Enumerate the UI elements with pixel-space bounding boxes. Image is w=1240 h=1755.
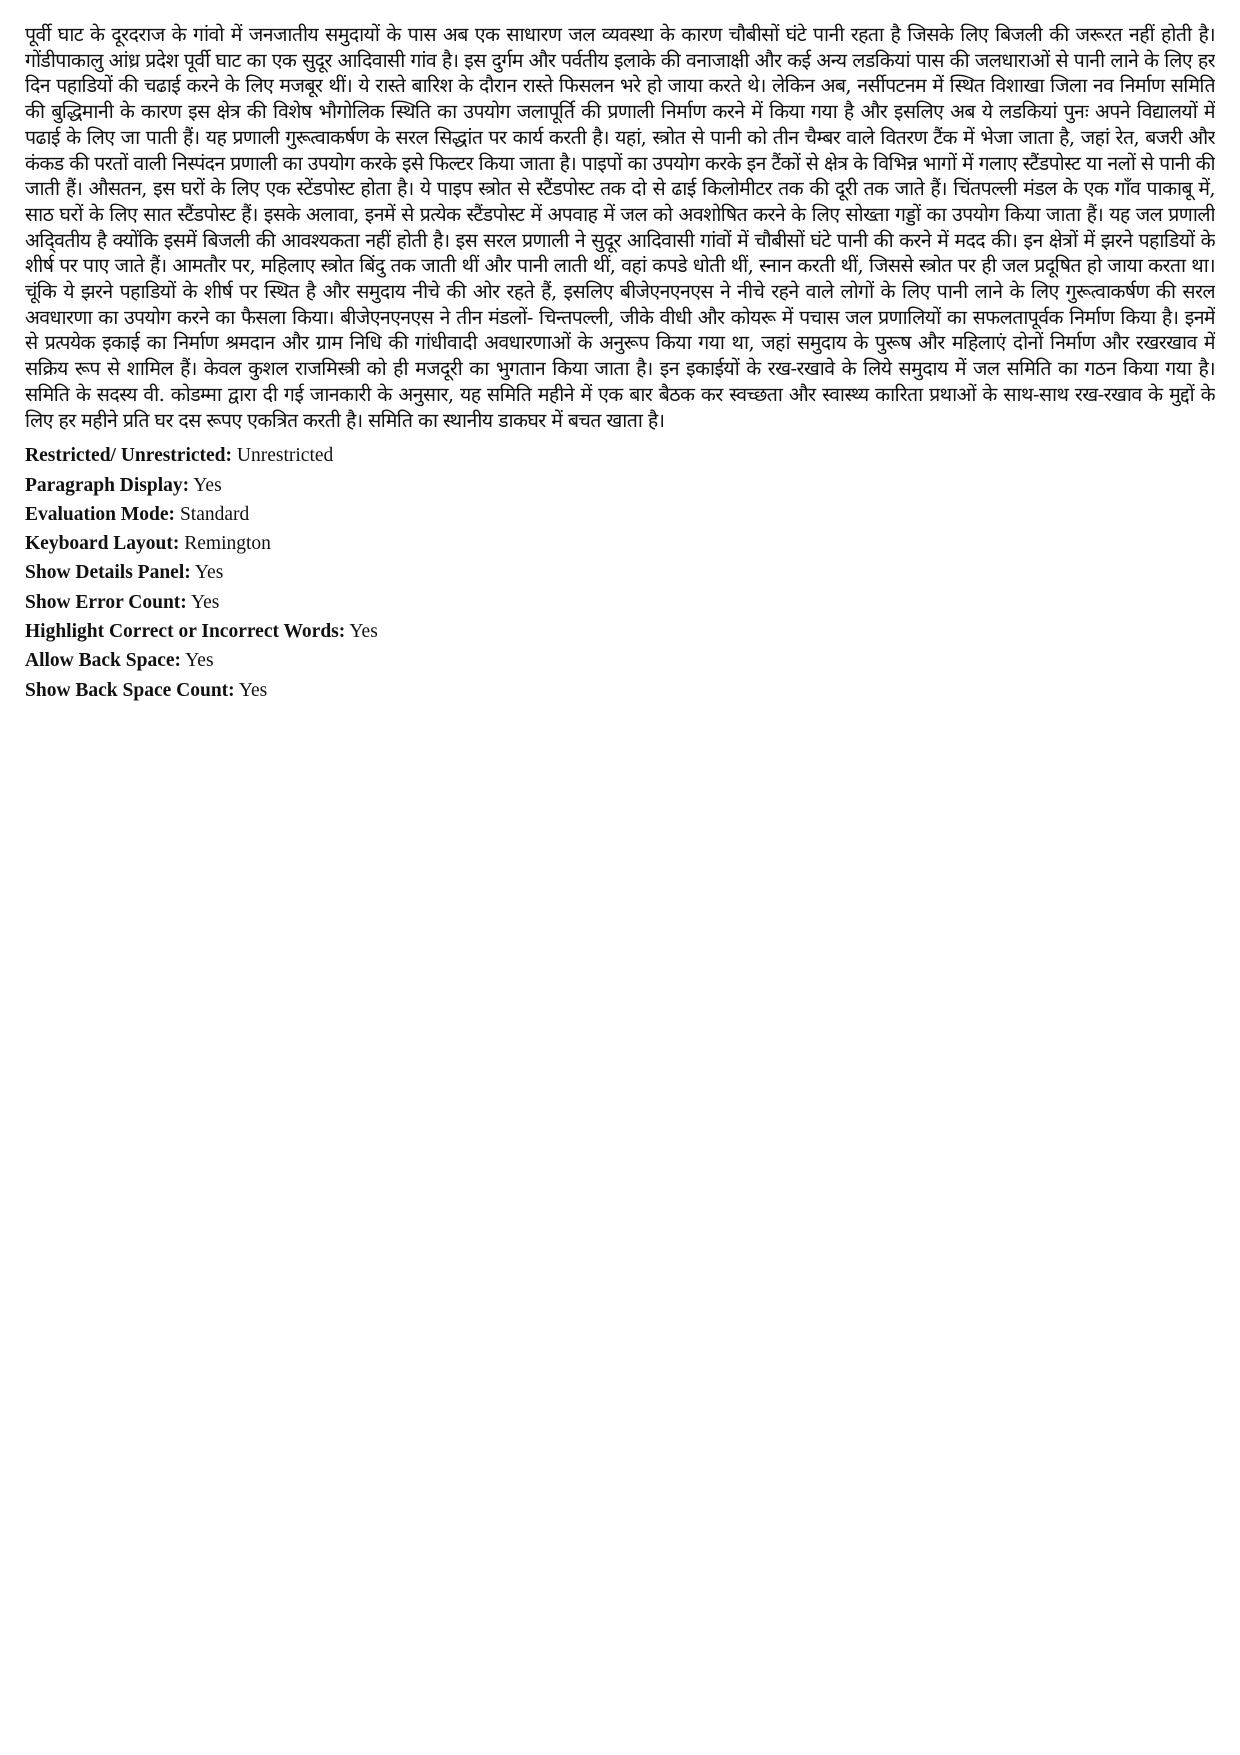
setting-value: Yes <box>185 650 214 672</box>
setting-label: Show Details Panel: <box>25 562 191 584</box>
setting-label: Show Error Count: <box>25 591 187 613</box>
setting-restricted <box>25 441 1215 470</box>
passage-text: पूर्वी घाट के दूरदराज के गांवो में जनजातीय समुदायों के पास अब एक साधारण जल व्यवस्था के कारण चौबीसों घंटे पानी रहता है जिसके लिए बिजली की जरूरत नहीं होती है। गोंडीपाकालु आंध्र प्रदेश पूर्वी घाट का एक सुदूर आदिवासी गांव है। इस दुर्गम और पर्वतीय इलाके की वनाजाक्षी और कई अन्य लडकियां पास की जलधाराओं से पानी लाने के लिए हर दिन पहाडियों की चढाई करने के लिए मजबूर थीं। ये रास्ते बारिश के दौरान रास्ते फिसलन भरे हो जाया करते थे। लेकिन अब, नर्सीपटनम में स्थित विशाखा जिला नव निर्माण समिति की बुद्धिमानी के कारण इस क्षेत्र की विशेष भौगोलिक स्थिति का उपयोग जलापूर्ति की प्रणाली निर्माण करने में किया गया है और इसलिए अब ये लडकियां पुनः अपने विद्यालयों में पढाई के लिए जा पाती हैं। यह प्रणाली गुरूत्वाकर्षण के सरल सिद्धांत पर कार्य करती है। यहां, स्त्रोत से पानी को तीन चैम्बर वाले वितरण टैंक में भेजा जाता है, जहां रेत, बजरी और कंकड की परतों वाली निस्पंदन प्रणाली का उपयोग करके इसे फिल्टर किया जाता है। पाइपों का उपयोग करके इन टैंकों से क्षेत्र के विभिन्न भागों में गलाए स्टैंडपोस्ट या नलों से पानी की जाती हैं। औसतन, इस घरों के लिए एक स्टेंडपोस्ट होता है। ये पाइप स्त्रोत से स्टैंडपोस्ट तक दो से ढाई किलोमीटर तक की दूरी तक जाते हैं। चिंतपल्ली मंडल के एक गाँव पाकाबू में, साठ घरों के लिए सात स्टैंडपोस्ट हैं। इसके अलावा, इनमें से प्रत्येक स्टैंडपोस्ट में अपवाह में जल को अवशोषित करने के लिए सोख्ता गड्डों का उपयोग किया जाता हैं। यह जल प्रणाली अदि्वतीय है क्योंकि इसमें बिजली की आवश्यकता नहीं होती है। इस सरल प्रणाली ने सुदूर आदिवासी गांवों में चौबीसों घंटे पानी की करने में मदद की। इन क्षेत्रों में झरने पहाडियों के शीर्ष पर पाए जाते हैं। आमतौर पर, महिलाए स्त्रोत बिंदु तक जाती थीं और पानी लाती थीं, वहां कपडे धोती थीं, स्नान करती थीं, जिससे स्त्रोत पर ही जल प्रदूषित हो जाया करता था। चूंकि ये झरने पहाडियों के शीर्ष पर स्थित है और समुदाय नीचे की ओर रहते हैं, इसलिए बीजेएनएनएस ने नीचे रहने वाले लोगों के लिए पानी लाने के लिए गुरूत्वाकर्षण की सरल अवधारणा का उपयोग करने का फैसला किया। बीजेएनएनएस ने तीन मंडलों- चिन्तपल्ली, जीके वीधी और कोयरू में पचास जल प्रणालियों का सफलतापूर्वक निर्माण किया है। इनमें से प्रत्पयेक इकाई का निर्माण श्रमदान और ग्राम निधि की गांधीवादी अवधारणाओं के अनुरूप किया गया था, जहां समुदाय के पुरूष और महिलाएं दोनों निर्माण और रखरखाव में सक्रिय रूप से शामिल हैं। केवल कुशल राजमिस्त्री को ही मजदूरी का भुगतान किया जाता है। इन इकाईयों के रख-रखावे के लिये समुदाय में जल समिति का गठन किया गया है। समिति के सदस्य वी. कोडम्मा द्वारा दी गई जानकारी के अनुसार, यह समिति महीने में एक बार बैठक कर स्वच्छता और स्वास्थ्य कारिता प्रथाओं के साथ-साथ रख-रखाव के मुद्दों के लिए हर महीने प्रति घर दस रूपए एकत्रित करती है। समिति का स्थानीय डाकघर में बचत खाता है। <box>25 23 1215 432</box>
setting-show-details-panel <box>25 558 1215 587</box>
setting-allow-back-space <box>25 646 1215 675</box>
setting-show-back-space-count <box>25 676 1215 705</box>
setting-label: Show Back Space Count: <box>25 679 235 701</box>
setting-label: Evaluation Mode: <box>25 503 176 525</box>
setting-value: Standard <box>179 503 250 525</box>
setting-value: Yes <box>190 591 220 613</box>
setting-label: Restricted/ Unrestricted: <box>25 445 233 467</box>
setting-label: Highlight Correct or Incorrect Words: <box>25 621 346 643</box>
setting-keyboard-layout <box>25 529 1215 558</box>
setting-show-error-count <box>25 588 1215 617</box>
setting-value: Yes <box>238 679 268 701</box>
setting-highlight-words <box>25 617 1215 646</box>
setting-label: Allow Back Space: <box>25 650 181 672</box>
setting-value: Yes <box>193 474 222 496</box>
setting-label: Keyboard Layout: <box>25 533 180 555</box>
settings-list <box>25 441 1215 705</box>
document-page <box>25 22 1215 705</box>
setting-value: Yes <box>349 621 378 643</box>
setting-value: Remington <box>184 533 271 555</box>
setting-paragraph-display <box>25 471 1215 500</box>
setting-evaluation-mode <box>25 500 1215 529</box>
setting-label: Paragraph Display: <box>25 474 190 496</box>
setting-value: Unrestricted <box>236 445 334 467</box>
setting-value: Yes <box>194 562 224 584</box>
